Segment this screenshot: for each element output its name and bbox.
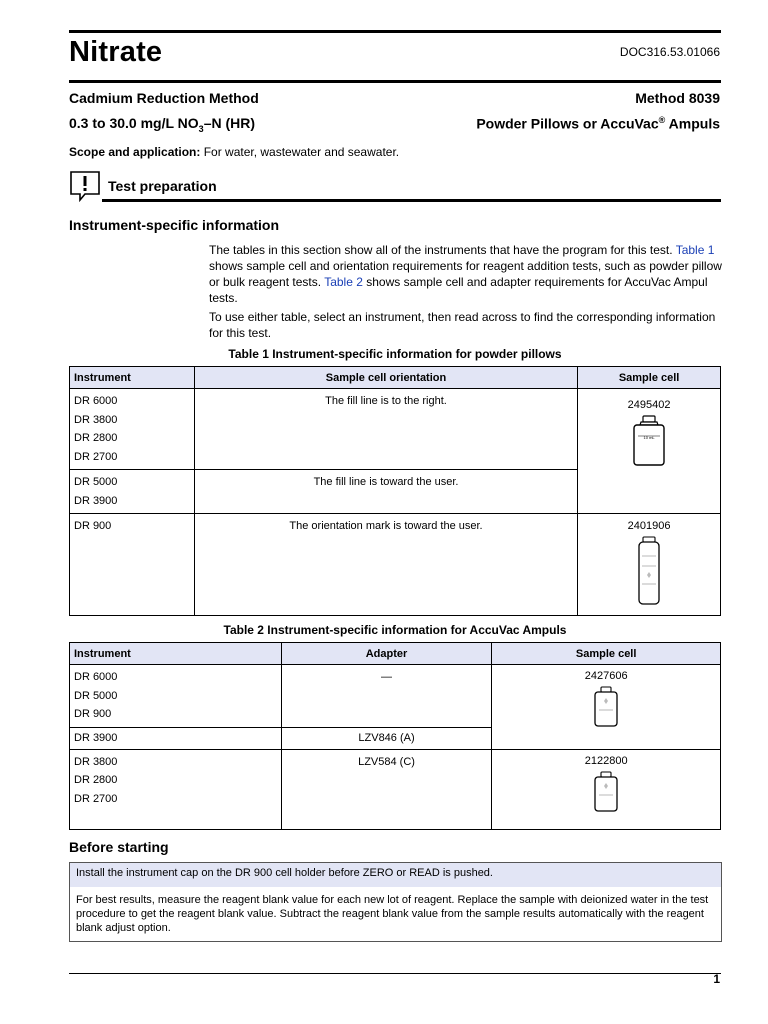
sample-cell: 2427606 — [492, 665, 721, 750]
adapter-cell: LZV846 (A) — [281, 727, 492, 749]
instrument-info-paragraph-1: The tables in this section show all of the instruments that have the program for this test. Table 1 shows sample cell and orientation requirements for reagent addition tests, such as powder pillow or bulk reagent tests. Table 2 shows sample cell and adapter requirements for AccuVac Ampul tests. — [209, 243, 722, 305]
instrument-info-paragraph-2: To use either table, select an instrument, then read across to find the corresponding information for this test. — [209, 310, 716, 340]
range-text: 0.3 to 30.0 mg/L $NO_3-N$ (HR) — [69, 115, 256, 134]
square-sample-cell-icon — [631, 415, 667, 467]
cell-volume-label: 10 mL — [643, 435, 655, 440]
title-rule — [69, 80, 721, 83]
table-2-link[interactable]: Table 2 — [324, 275, 363, 289]
exclamation-note-icon — [69, 170, 101, 202]
sample-cell: 2401906 — [578, 514, 721, 616]
orientation-cell: The fill line is toward the user. — [194, 470, 577, 514]
format-text: Powder Pillows or AccuVac® Ampuls — [476, 115, 720, 132]
table-row — [70, 749, 721, 829]
table-1-header-row — [70, 367, 721, 389]
page-title: Nitrate — [69, 36, 163, 68]
adapter-cell: — — [281, 665, 492, 728]
before-starting-box — [69, 862, 722, 942]
before-starting-item: Install the instrument cap on the DR 900 cell holder before ZERO or READ is pushed. — [70, 863, 721, 887]
table-2-header: Instrument — [70, 643, 282, 665]
orientation-cell: The fill line is to the right. — [194, 389, 577, 470]
scope-text: For water, wastewater and seawater. — [200, 145, 400, 159]
ampul-adapter-icon — [593, 771, 619, 813]
table-2-header: Sample cell — [492, 643, 721, 665]
instrument-info-heading: Instrument-specific information — [69, 217, 280, 233]
scope-line — [69, 145, 399, 159]
method-number: Method 8039 — [635, 90, 720, 106]
table-row — [70, 514, 721, 616]
table-2-caption: Table 2 Instrument-specific information for AccuVac Ampuls — [223, 623, 567, 637]
method-name: Cadmium Reduction Method — [69, 90, 259, 106]
footer-rule — [69, 973, 721, 974]
section-rule — [102, 199, 721, 202]
round-sample-cell-icon — [636, 536, 662, 606]
instrument-cell: DR 900 — [70, 514, 195, 616]
table-2 — [69, 642, 721, 830]
instrument-cell: DR 3900 — [70, 727, 282, 749]
table-2-header: Adapter — [281, 643, 492, 665]
table-1-header: Sample cell orientation — [194, 367, 577, 389]
table-1-header: Sample cell — [578, 367, 721, 389]
table-1-header: Instrument — [70, 367, 195, 389]
instrument-cell: DR 3800 DR 2800 DR 2700 — [70, 749, 282, 829]
page-number: 1 — [713, 972, 720, 986]
table-2-header-row — [70, 643, 721, 665]
sample-cell: 2122800 — [492, 749, 721, 829]
table-row — [70, 389, 721, 470]
orientation-cell: The orientation mark is toward the user. — [194, 514, 577, 616]
ampul-adapter-icon — [593, 686, 619, 728]
doc-number: DOC316.53.01066 — [619, 45, 720, 59]
section-title: Test preparation — [108, 178, 217, 194]
adapter-cell: LZV584 (C) — [281, 749, 492, 829]
table-1-link[interactable]: Table 1 — [675, 243, 715, 257]
table-row — [70, 665, 721, 728]
before-starting-heading: Before starting — [69, 839, 169, 855]
top-rule — [69, 30, 721, 33]
scope-label: Scope and application: — [69, 145, 201, 159]
instrument-cell: DR 5000 DR 3900 — [70, 470, 195, 514]
table-1 — [69, 366, 721, 616]
sample-cell: 2495402 10 mL — [578, 389, 721, 514]
before-starting-item: For best results, measure the reagent blank value for each new lot of reagent. Replace the sample with deionized water in the test procedure to get the reagent blank value. Subtract the reagent blank value from the sample results automatically with the reagent blank adjust option. — [76, 894, 709, 934]
instrument-cell: DR 6000 DR 5000 DR 900 — [70, 665, 282, 728]
instrument-cell: DR 6000 DR 3800 DR 2800 DR 2700 — [70, 389, 195, 470]
table-1-caption: Table 1 Instrument-specific information for powder pillows — [228, 347, 562, 361]
